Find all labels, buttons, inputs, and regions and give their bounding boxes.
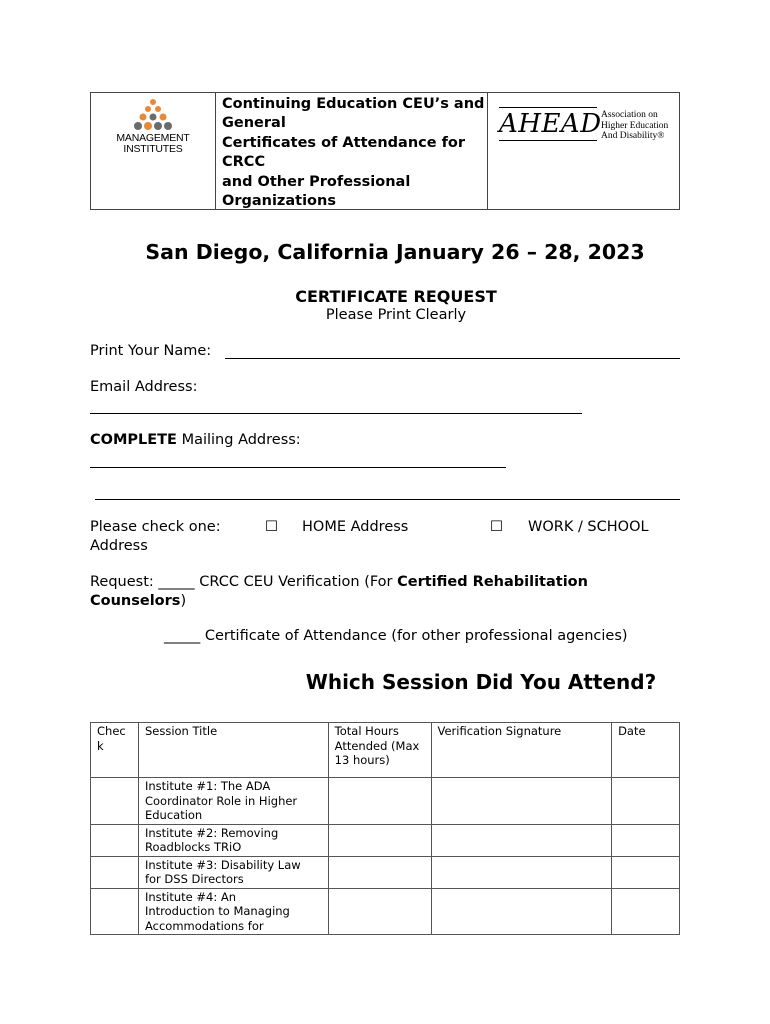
hours-cell[interactable] bbox=[328, 824, 431, 856]
header-check: Chec k bbox=[91, 723, 139, 778]
session-title-cell: Institute #4: An Introduction to Managing Accommodations for bbox=[138, 888, 328, 935]
crcc-bold-2: Counselors bbox=[90, 593, 181, 609]
request-crcc-line-wrap bbox=[90, 593, 186, 609]
date-cell[interactable] bbox=[612, 888, 680, 935]
header-box bbox=[90, 92, 680, 210]
ahead-logo: AHEAD bbox=[499, 109, 602, 139]
header-total-hours: Total Hours Attended (Max 13 hours) bbox=[328, 723, 431, 778]
signature-cell[interactable] bbox=[431, 824, 612, 856]
form-subtitle: Please Print Clearly bbox=[325, 307, 467, 323]
check-cell[interactable] bbox=[91, 856, 139, 888]
ahead-logo-cell bbox=[487, 93, 679, 209]
mailing-address-line-2[interactable] bbox=[95, 499, 680, 500]
ahead-logo-rule bbox=[499, 107, 597, 108]
request-certificate-line bbox=[164, 628, 628, 644]
certificate-blank[interactable]: _____ bbox=[164, 628, 201, 644]
crcc-text: CRCC CEU Verification (For bbox=[194, 574, 398, 590]
management-institutes-logo-icon bbox=[127, 97, 179, 133]
date-cell[interactable] bbox=[612, 778, 680, 825]
header-date: Date bbox=[612, 723, 680, 778]
check-cell[interactable] bbox=[91, 824, 139, 856]
home-address-checkbox[interactable]: ☐ bbox=[265, 519, 278, 535]
mailing-address-text: Mailing Address: bbox=[176, 432, 301, 448]
email-label: Email Address: bbox=[90, 379, 198, 395]
crcc-bold: Certified Rehabilitation bbox=[397, 574, 588, 590]
hours-cell[interactable] bbox=[328, 778, 431, 825]
ahead-logo-subtitle: Association on Higher Education And Disability® bbox=[601, 110, 669, 141]
date-cell[interactable] bbox=[612, 856, 680, 888]
session-heading: Which Session Did You Attend? bbox=[305, 670, 657, 694]
work-address-checkbox[interactable]: ☐ bbox=[490, 519, 503, 535]
home-address-label: HOME Address bbox=[302, 519, 409, 535]
mailing-address-line-1[interactable] bbox=[90, 467, 506, 468]
session-table bbox=[90, 722, 680, 935]
name-label: Print Your Name: bbox=[90, 343, 212, 359]
mailing-address-label bbox=[90, 432, 301, 448]
management-institutes-logo-cell bbox=[91, 93, 216, 209]
hours-cell[interactable] bbox=[328, 888, 431, 935]
ahead-logo-rule bbox=[499, 140, 597, 141]
management-institutes-logo-text: MANAGEMENT INSTITUTES bbox=[116, 132, 190, 155]
crcc-blank[interactable]: _____ bbox=[158, 574, 195, 590]
header-title: Continuing Education CEU’s and General Certificates of Attendance for CRCC and Other Professional Organizations bbox=[222, 96, 485, 210]
event-title: San Diego, California January 26 – 28, 2023 bbox=[145, 240, 645, 264]
header-title-cell bbox=[215, 93, 488, 209]
check-cell[interactable] bbox=[91, 778, 139, 825]
table-row bbox=[91, 888, 680, 935]
table-row bbox=[91, 824, 680, 856]
name-field-line[interactable] bbox=[225, 358, 680, 359]
header-session-title: Session Title bbox=[138, 723, 328, 778]
table-row bbox=[91, 778, 680, 825]
hours-cell[interactable] bbox=[328, 856, 431, 888]
request-label: Request: bbox=[90, 574, 154, 590]
date-cell[interactable] bbox=[612, 824, 680, 856]
table-row bbox=[91, 856, 680, 888]
header-verification-signature: Verification Signature bbox=[431, 723, 612, 778]
signature-cell[interactable] bbox=[431, 888, 612, 935]
email-field-line[interactable] bbox=[90, 413, 582, 414]
form-title: CERTIFICATE REQUEST bbox=[295, 287, 497, 306]
session-title-cell: Institute #1: The ADA Coordinator Role in Higher Education bbox=[138, 778, 328, 825]
address-choice-prompt: Please check one: bbox=[90, 519, 221, 535]
certificate-text: Certificate of Attendance (for other professional agencies) bbox=[200, 628, 628, 644]
work-address-label: WORK / SCHOOL bbox=[528, 519, 649, 535]
session-title-cell: Institute #3: Disability Law for DSS Directors bbox=[138, 856, 328, 888]
session-title-cell: Institute #2: Removing Roadblocks TRiO bbox=[138, 824, 328, 856]
work-address-label-wrap: Address bbox=[90, 538, 148, 554]
crcc-close: ) bbox=[180, 593, 187, 609]
mailing-address-bold: COMPLETE bbox=[90, 432, 177, 448]
request-crcc-line bbox=[90, 574, 588, 590]
signature-cell[interactable] bbox=[431, 856, 612, 888]
table-header-row bbox=[91, 723, 680, 778]
signature-cell[interactable] bbox=[431, 778, 612, 825]
check-cell[interactable] bbox=[91, 888, 139, 935]
